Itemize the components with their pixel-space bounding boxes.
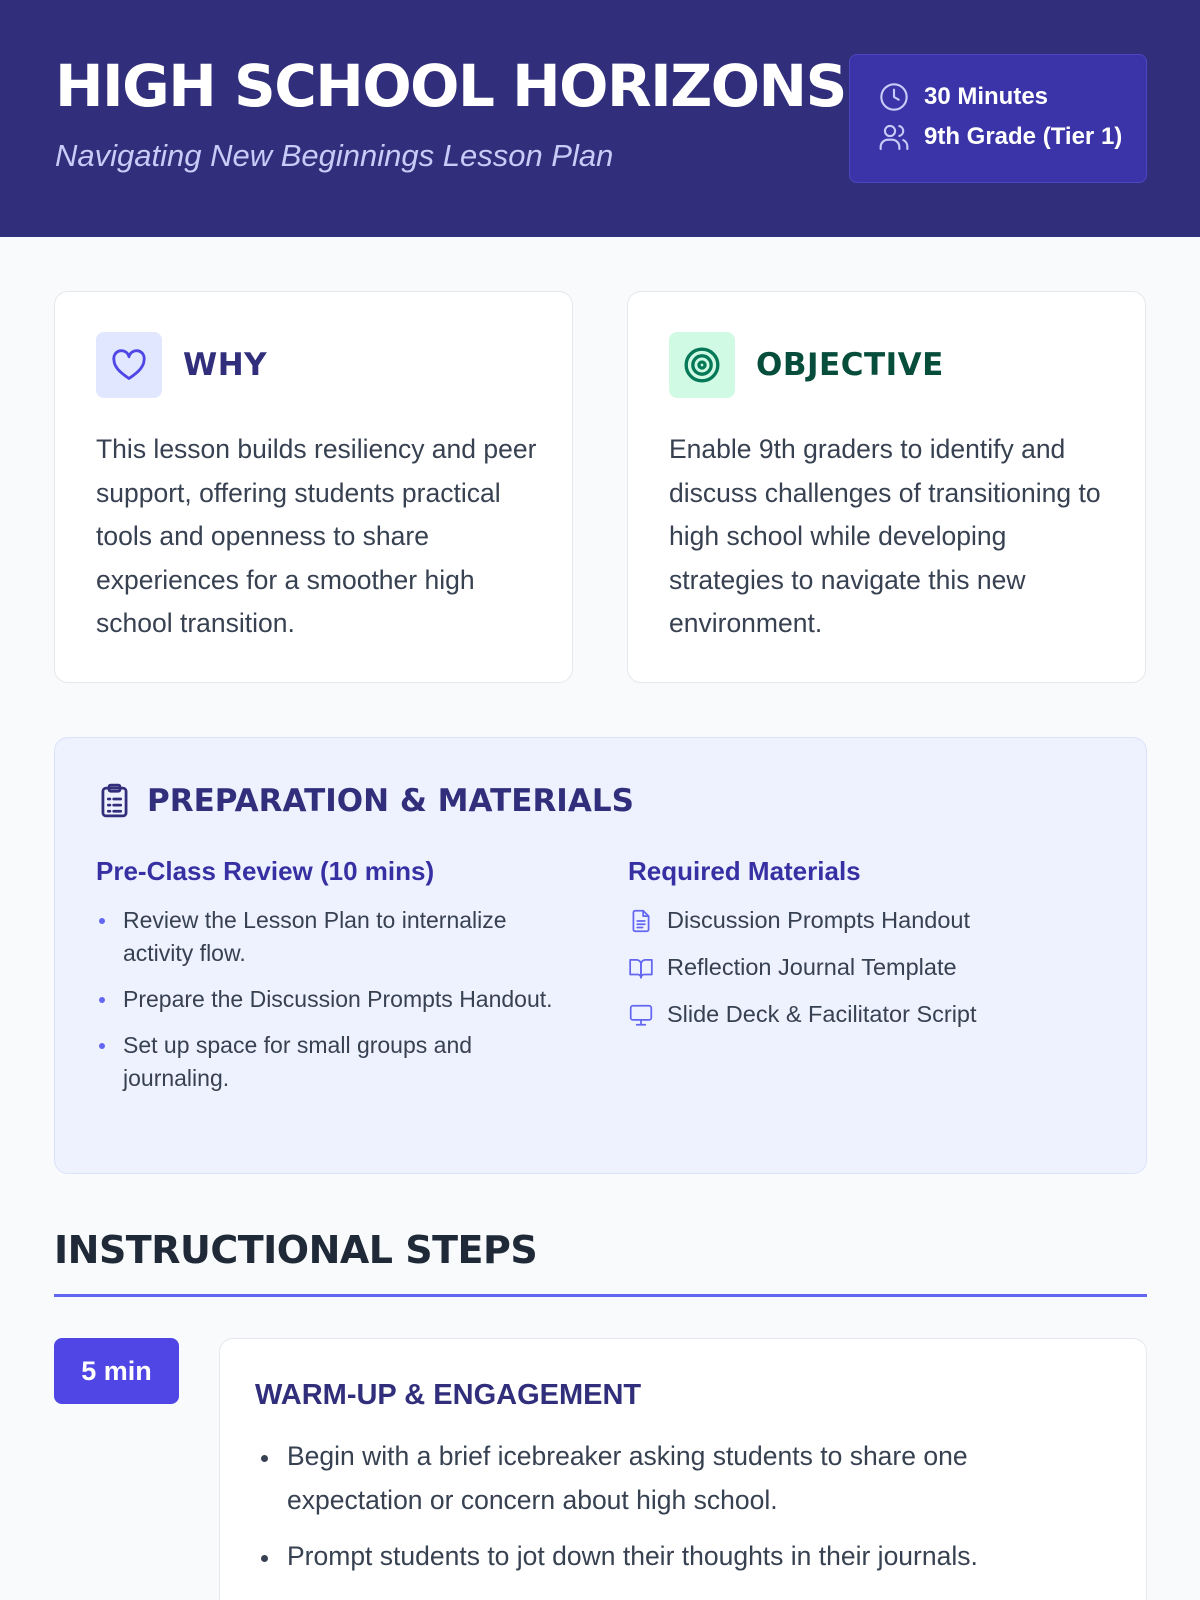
- duration-text: 30 Minutes: [924, 83, 1049, 110]
- list-item-text: Begin with a brief icebreaker asking students to share one expectation or concern about high school.: [287, 1441, 968, 1515]
- preparation-header: [96, 782, 634, 819]
- material-label: Reflection Journal Template: [667, 954, 957, 980]
- step-bullet-list: [255, 1435, 1095, 1592]
- monitor-icon: [628, 1002, 654, 1028]
- step-card: [219, 1338, 1147, 1600]
- why-icon-tile: [96, 332, 162, 398]
- list-item: [96, 1029, 566, 1095]
- list-item: [96, 983, 566, 1016]
- material-label: Slide Deck & Facilitator Script: [667, 1001, 977, 1027]
- step-title: WARM-UP & ENGAGEMENT: [255, 1379, 642, 1411]
- duration-row: [878, 81, 1048, 113]
- list-item-text: Review the Lesson Plan to internalize activity flow.: [123, 907, 507, 966]
- page-title: HIGH SCHOOL HORIZONS: [55, 52, 846, 120]
- bullet-dot: [99, 997, 105, 1003]
- bullet-dot: [99, 918, 105, 924]
- document-icon: [628, 908, 654, 934]
- preparation-section: [54, 737, 1147, 1174]
- section-divider: [54, 1294, 1147, 1297]
- clock-icon: [878, 81, 910, 113]
- list-item: [255, 1535, 1095, 1579]
- list-item: [96, 904, 566, 970]
- pre-class-review-heading: Pre-Class Review (10 mins): [96, 856, 435, 886]
- material-item: [628, 904, 977, 937]
- required-materials-list: [628, 904, 977, 1045]
- objective-body: Enable 9th graders to identify and discuss challenges of transitioning to high school while developing strategies to navigate this new environment.: [669, 434, 1101, 638]
- objective-card: [627, 291, 1146, 683]
- heart-icon: [110, 346, 148, 384]
- why-title: WHY: [183, 347, 268, 383]
- bullet-dot: [99, 1043, 105, 1049]
- list-item-text: Prepare the Discussion Prompts Handout.: [123, 986, 553, 1012]
- objective-icon-tile: [669, 332, 735, 398]
- grade-row: [878, 121, 1122, 153]
- material-item: [628, 998, 977, 1031]
- why-card: [54, 291, 573, 683]
- step-time-badge: 5 min: [54, 1338, 179, 1404]
- list-item-text: Set up space for small groups and journaling.: [123, 1032, 473, 1091]
- objective-title: OBJECTIVE: [756, 347, 944, 383]
- list-item: [255, 1435, 1095, 1522]
- why-body: This lesson builds resiliency and peer support, offering students practical tools and openness to share experiences for a smoother high school transition.: [96, 434, 537, 638]
- page-header: [0, 0, 1200, 237]
- clipboard-icon: [96, 782, 133, 819]
- book-open-icon: [628, 955, 654, 981]
- users-icon: [878, 121, 910, 153]
- bullet-dot: [261, 1455, 268, 1462]
- preparation-title: PREPARATION & MATERIALS: [147, 782, 634, 819]
- required-materials-heading: Required Materials: [628, 856, 861, 886]
- target-icon: [682, 345, 722, 385]
- lesson-meta-box: [849, 54, 1147, 183]
- page-subtitle: Navigating New Beginnings Lesson Plan: [55, 138, 614, 173]
- bullet-dot: [261, 1555, 268, 1562]
- instructional-steps-title: INSTRUCTIONAL STEPS: [54, 1228, 538, 1272]
- pre-class-review-list: [96, 904, 566, 1108]
- list-item-text: Prompt students to jot down their thoughts in their journals.: [287, 1541, 978, 1571]
- material-item: [628, 951, 977, 984]
- material-label: Discussion Prompts Handout: [667, 907, 971, 933]
- grade-text: 9th Grade (Tier 1): [924, 123, 1123, 150]
